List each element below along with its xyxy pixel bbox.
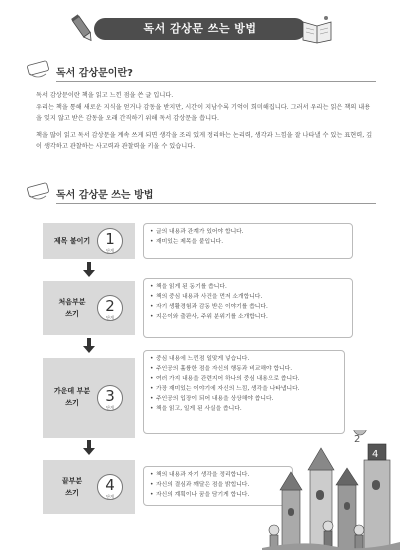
step-number: 3 <box>105 387 115 405</box>
step-description-2 <box>143 278 353 338</box>
list-item: • 글의 내용과 관계가 있어야 합니다. <box>150 227 346 237</box>
pencil-tag-icon <box>26 58 50 80</box>
step-label: 쓰기 <box>65 310 79 318</box>
arrow-down-icon <box>81 440 97 456</box>
step-number-circle <box>97 385 123 411</box>
pencil-tag-icon <box>26 180 50 202</box>
step-label: 끝부분 <box>61 477 83 485</box>
list-item: • 자신의 계획이나 꿈을 담기게 합니다. <box>150 490 286 500</box>
step-number: 2 <box>105 297 115 315</box>
list-item: • 여러 가지 내용을 관련지어 하나의 중심 내용으로 씁니다. <box>150 374 338 384</box>
step-unit: 단계 <box>106 405 114 410</box>
svg-text:2: 2 <box>354 434 361 445</box>
section-heading-2 <box>26 184 376 204</box>
step-label: 처음부분 <box>58 298 86 306</box>
step-label: 쓰기 <box>65 399 79 407</box>
list-item: • 책의 중심 내용과 사건을 먼저 소개합니다. <box>150 292 346 302</box>
step-number-circle <box>97 295 123 321</box>
step-unit: 단계 <box>106 248 114 253</box>
step-box-3 <box>43 358 135 438</box>
arrow-down-icon <box>81 262 97 278</box>
section-title: 독서 감상문이란? <box>56 68 133 79</box>
list-item: • 중심 내용에 느낀점 일맞게 넣습니다. <box>150 354 338 364</box>
section-divider <box>56 203 376 204</box>
step-unit: 단계 <box>106 315 114 320</box>
step-number-circle <box>97 228 123 254</box>
step-description-1 <box>143 223 353 259</box>
step-description-3 <box>143 350 345 434</box>
list-item: • 가장 재미있는 이야기에 자신의 느낌, 생각을 나타냅니다. <box>150 384 338 394</box>
step-number: 1 <box>105 230 115 248</box>
intro-paragraph-2: 우리는 책을 통해 새로운 지식을 얻거나 감동을 받지만, 시간이 지남수록 기억이 희미해집니다. 그러서 우리는 읽은 책의 내용을 잊지 않고 받은 감동을 오래 간직하기 위해 독서 감상문을 씁니다. <box>36 104 371 122</box>
open-book-icon <box>300 12 334 46</box>
section-divider <box>56 81 376 82</box>
page-title: 독서 감상문 쓰는 방법 <box>143 22 257 35</box>
intro-paragraph-1: 독서 감상문이란 책을 읽고 느낀 점을 쓴 글 입니다. <box>36 92 174 99</box>
step-unit: 단계 <box>106 494 114 499</box>
list-item: • 책의 내용과 자기 생각을 정리합니다. <box>150 470 286 480</box>
step-number-circle <box>97 474 123 500</box>
list-item: • 주인공의 입장이 되어 내용을 상상해야 씁니다. <box>150 394 338 404</box>
castle-illustration <box>262 430 400 550</box>
step-label: 쓰기 <box>65 489 79 497</box>
header-banner <box>70 12 330 46</box>
step-label: 제목 붙이기 <box>53 237 91 245</box>
step-box-1 <box>43 223 135 259</box>
list-item: • 책을 읽고, 일게 된 사실을 씁니다. <box>150 404 338 414</box>
arrow-down-icon <box>81 338 97 354</box>
pencil-icon <box>70 12 96 46</box>
step-box-4 <box>43 460 135 514</box>
list-item: • 자신의 결심과 깨달은 점을 밝힙니다. <box>150 480 286 490</box>
list-item: • 주인공의 훌륭한 점을 자신의 행동과 비교해야 합니다. <box>150 364 338 374</box>
list-item: • 자기 생활경험과 감동 받은 이야기를 씁니다. <box>150 302 346 312</box>
list-item: • 지은이와 출판사, 주위 분위기를 소개합니다. <box>150 312 346 322</box>
step-number: 4 <box>105 476 115 494</box>
list-item: • 재미있는 제목을 붙입니다. <box>150 237 346 247</box>
section-heading-1 <box>26 62 376 82</box>
section-title: 독서 감상문 쓰는 방법 <box>56 190 154 201</box>
list-item: • 책을 읽게 된 동기를 씁니다. <box>150 282 346 292</box>
step-box-2 <box>43 281 135 335</box>
svg-text:4: 4 <box>372 449 379 460</box>
step-label: 가운데 부분 <box>53 387 91 395</box>
intro-paragraph-3: 책을 많이 읽고 독서 감상문을 계속 쓰게 되면 생각을 조리 있게 정리하는 논리력, 생각과 느낌을 잘 나타낼 수 있는 표현력, 깊이 생각하고 관찰하는 사고력과 관찰력을 키울 수 있습니다. <box>36 132 373 150</box>
